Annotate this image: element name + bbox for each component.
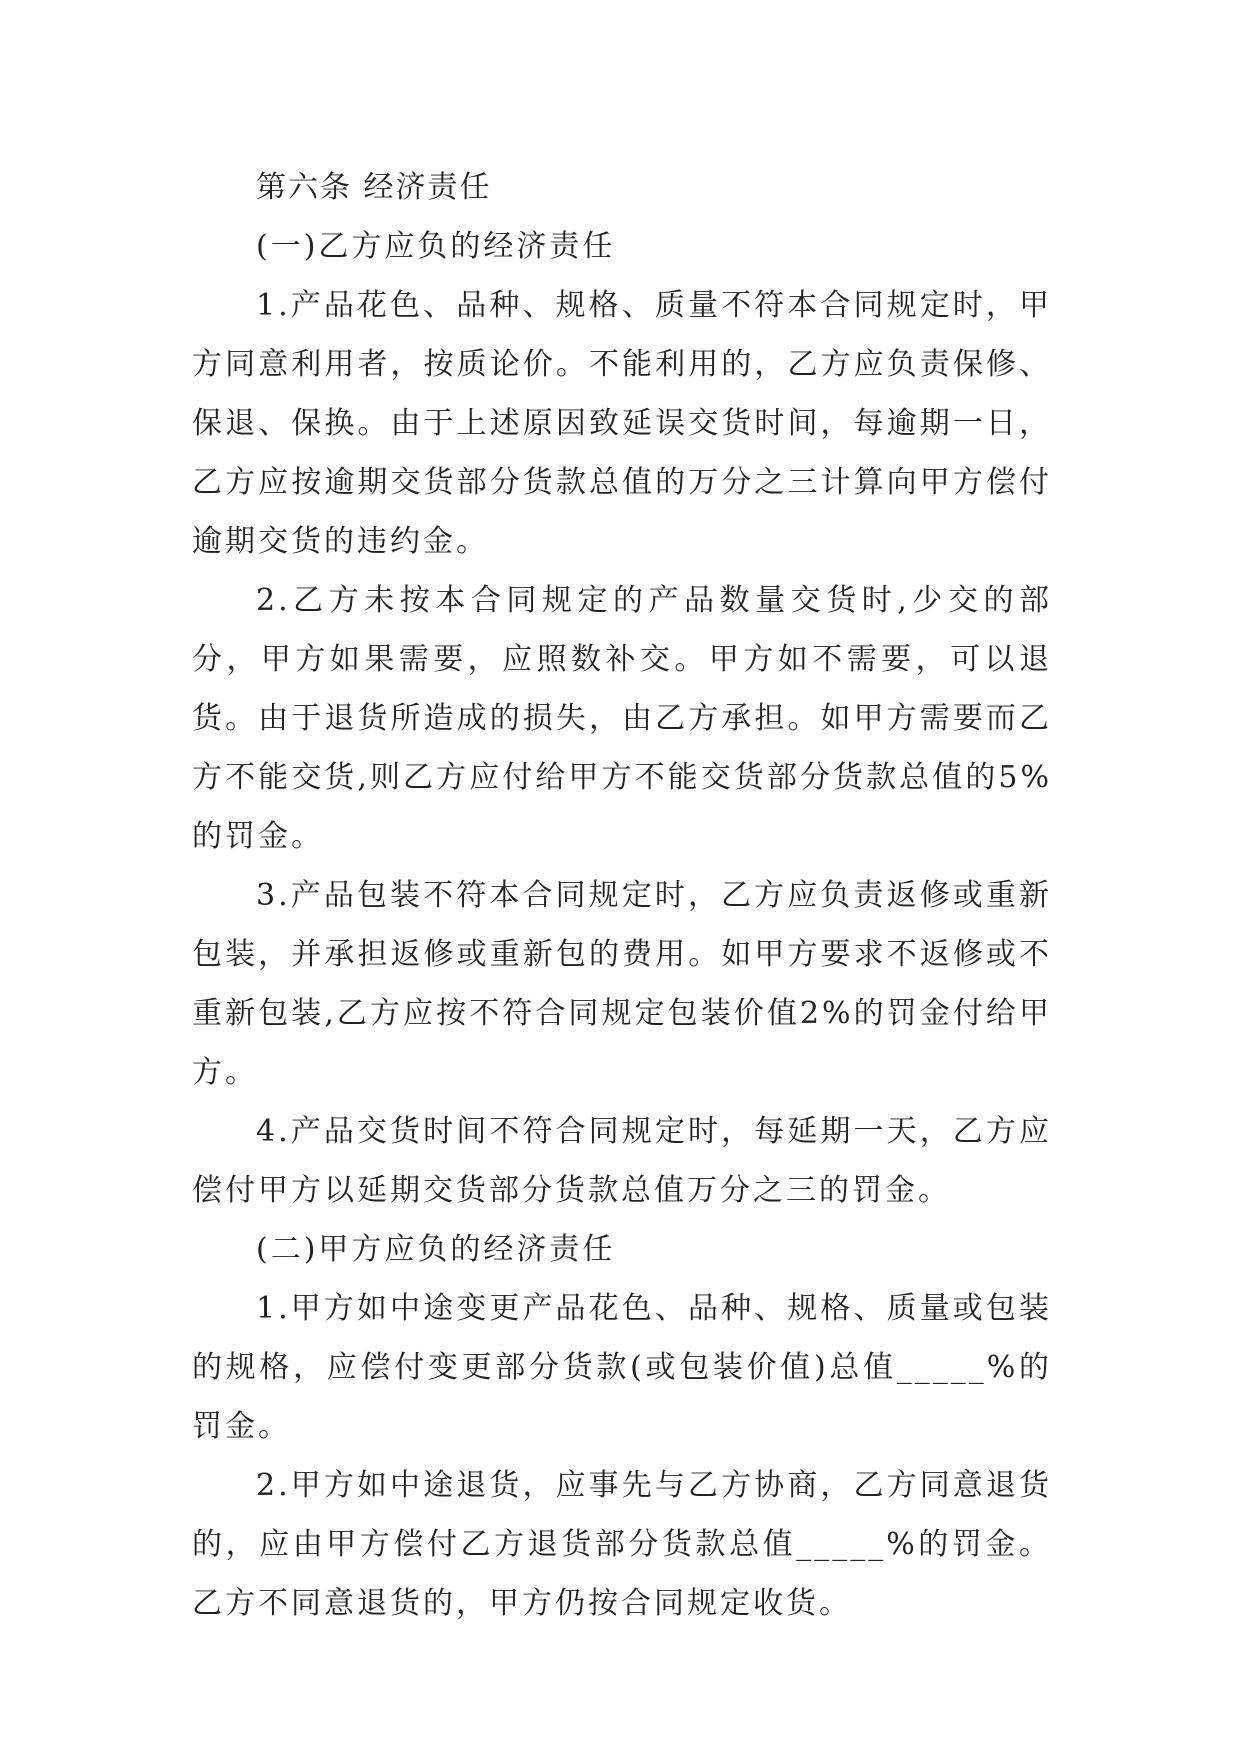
clause-a-2: 2.甲方如中途退货，应事先与乙方协商，乙方同意退货的，应由甲方偿付乙方退货部分货款总值_____%的罚金。乙方不同意退货的，甲方仍按合同规定收货。	[192, 1468, 1052, 1621]
article-heading: 第六条 经济责任	[256, 170, 492, 205]
clause-b-2: 2.乙方未按本合同规定的产品数量交货时,少交的部分，甲方如果需要，应照数补交。甲方如不需要，可以退货。由于退货所造成的损失，由乙方承担。如甲方需要而乙方不能交货,则乙方应付给甲方不能交货部分货款总值的5%的罚金。	[192, 583, 1052, 854]
clause-b-3: 3.产品包装不符本合同规定时，乙方应负责返修或重新包装，并承担返修或重新包的费用。如甲方要求不返修或不重新包装,乙方应按不符合同规定包装价值2%的罚金付给甲方。	[192, 878, 1052, 1090]
clause-b-1: 1.产品花色、品种、规格、质量不符本合同规定时，甲方同意利用者，按质论价。不能利用的，乙方应负责保修、保退、保换。由于上述原因致延误交货时间，每逾期一日，乙方应按逾期交货部分货款总值的万分之三计算向甲方偿付逾期交货的违约金。	[192, 288, 1052, 559]
document-body	[192, 158, 1052, 1633]
clause-b-4: 4.产品交货时间不符合同规定时，每延期一天，乙方应偿付甲方以延期交货部分货款总值万分之三的罚金。	[192, 1114, 1052, 1208]
section-heading-party-b: (一)乙方应负的经济责任	[256, 229, 616, 264]
clause-a-1: 1.甲方如中途变更产品花色、品种、规格、质量或包装的规格，应偿付变更部分货款(或包装价值)总值_____%的罚金。	[192, 1291, 1052, 1444]
section-heading-party-a: (二)甲方应负的经济责任	[256, 1232, 616, 1267]
